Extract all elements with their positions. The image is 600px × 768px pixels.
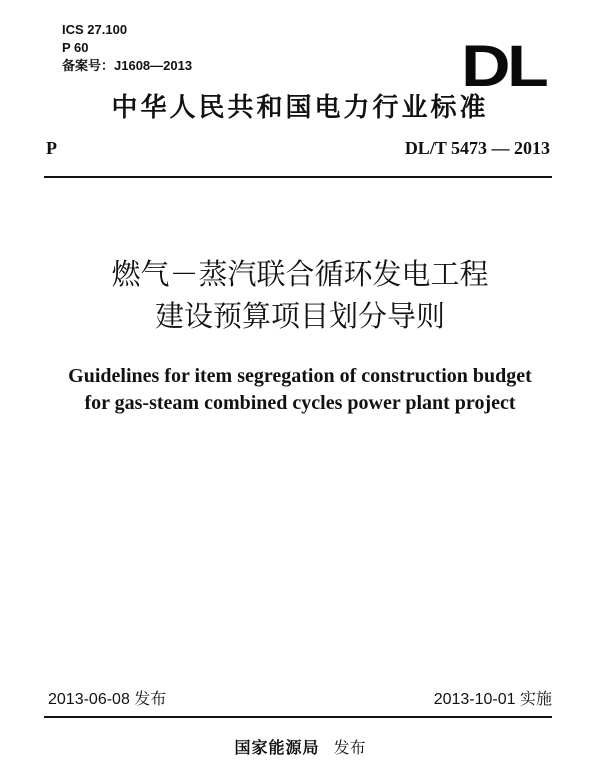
category-code: P 60 [62, 40, 89, 55]
bottom-divider [44, 716, 552, 718]
standard-code: DL/T 5473 — 2013 [404, 138, 550, 158]
issue-date: 2013-06-08 发布 [48, 691, 167, 708]
title-chinese-line-2: 建设预算项目划分导则 [154, 299, 445, 333]
effective-date: 2013-10-01 实施 [433, 691, 552, 708]
dl-logo: DL [460, 34, 545, 99]
publisher-name: 国家能源局 [234, 738, 320, 757]
record-number: 备案号：J1608—2013 [62, 58, 193, 73]
title-english-line-2: for gas-steam combined cycles power plant project [84, 392, 516, 414]
top-divider [44, 176, 552, 178]
industry-standard-heading: 中华人民共和国电力行业标准 [111, 93, 489, 123]
publisher-line [0, 738, 600, 758]
ics-code: ICS 27.100 [62, 22, 128, 37]
title-english-line-1: Guidelines for item segregation of construction budget [68, 365, 532, 387]
title-chinese-line-1: 燃气－蒸汽联合循环发电工程 [111, 257, 489, 291]
classification-letter: P [46, 138, 57, 158]
publisher-action: 发布 [333, 738, 366, 757]
